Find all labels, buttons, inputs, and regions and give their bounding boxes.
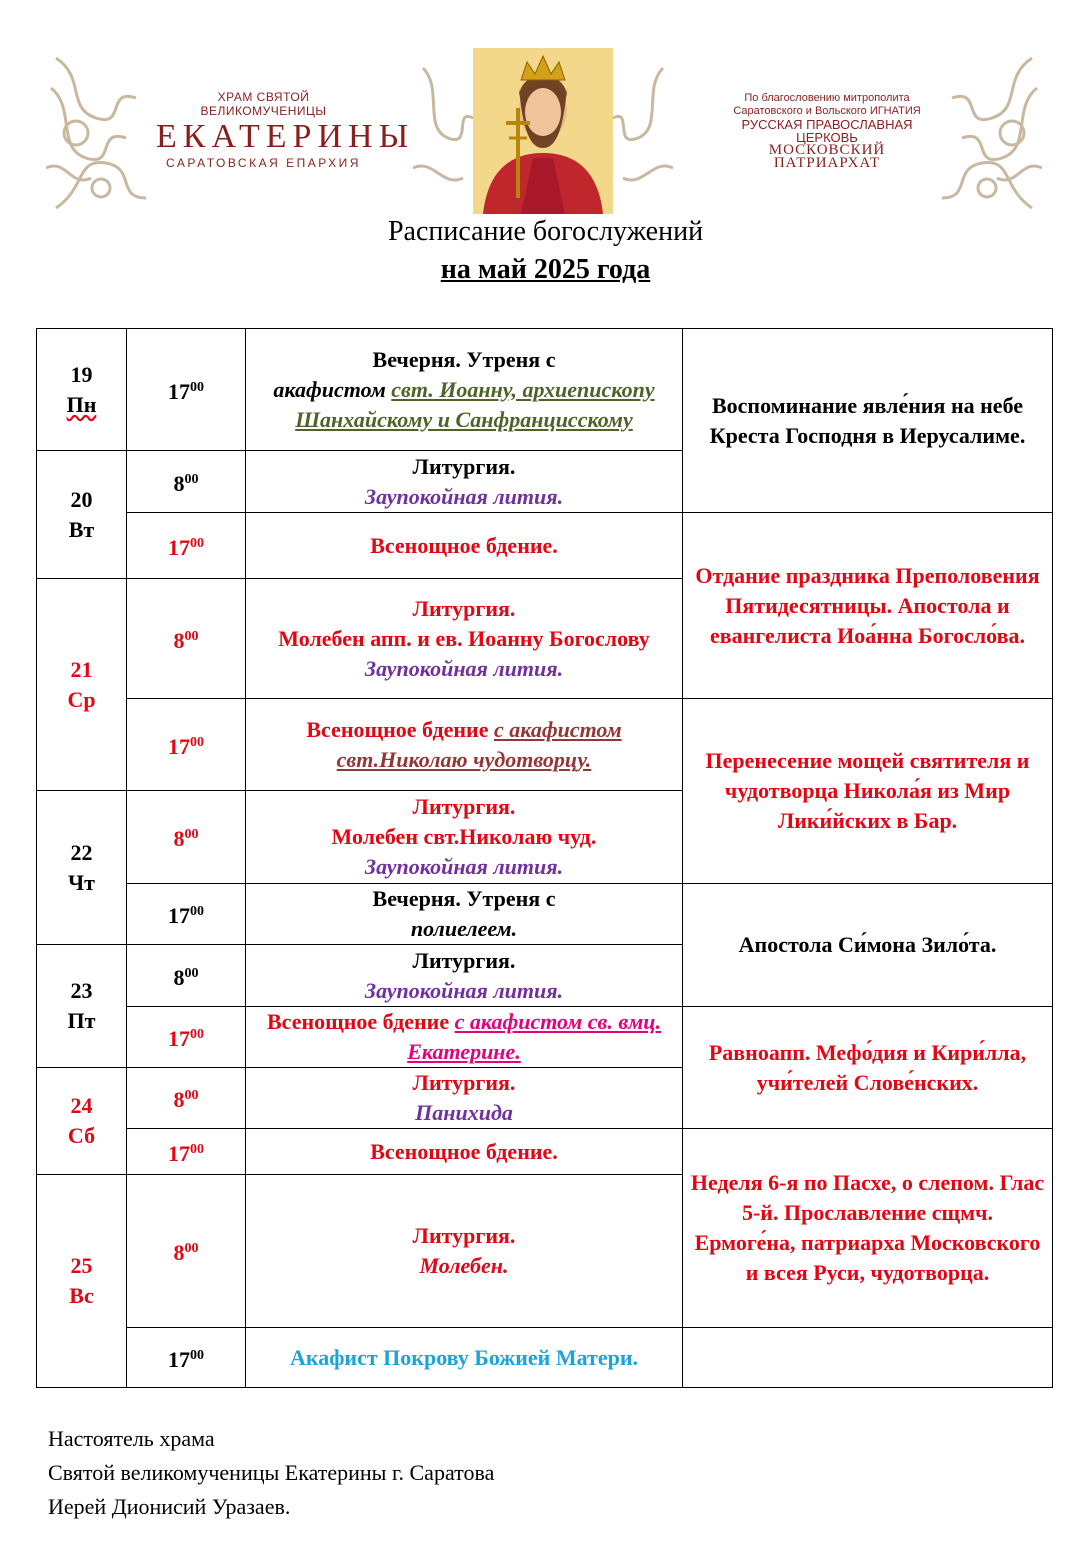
- page-subtitle-text: на май 2025 года: [440, 254, 651, 285]
- feast-cell-empty: [683, 1328, 1053, 1388]
- header-banner: [46, 48, 1042, 214]
- feast-cell: Воспоминание явле́ния на небе Креста Господня в Иерусалиме.: [683, 329, 1053, 513]
- service-line: Заупокойная лития.: [364, 854, 564, 879]
- service-line: Заупокойная лития.: [364, 655, 564, 681]
- hour: 8: [173, 964, 185, 990]
- hour: 17: [168, 903, 190, 928]
- service-line: Молебен.: [419, 1253, 509, 1278]
- time-cell: [127, 1129, 246, 1175]
- service-line: Заупокойная лития.: [364, 483, 564, 509]
- minutes: 00: [190, 379, 204, 395]
- hour: 17: [168, 378, 190, 404]
- service-line: Вечерня. Утреня с: [372, 346, 556, 372]
- service-cell: [246, 451, 683, 513]
- page-title: Расписание богослужений: [387, 216, 704, 247]
- service-line: Литургия.: [412, 947, 516, 973]
- feast-cell: Перенесение мощей святителя и чудотворца Никола́я из Мир Лики́йских в Бар.: [683, 699, 1053, 884]
- service-line: Всенощное бдение: [266, 1009, 450, 1034]
- minutes: 00: [184, 628, 199, 644]
- hour: 8: [173, 627, 185, 653]
- day-cell-20: [37, 451, 127, 579]
- service-cell: [246, 1007, 683, 1068]
- time-cell: [127, 1175, 246, 1328]
- service-line: Молебен свт.Николаю чуд.: [331, 824, 597, 849]
- table-row: [37, 1328, 1053, 1388]
- hour: 17: [168, 1026, 190, 1051]
- service-cell: [246, 579, 683, 699]
- day-cell-21: [37, 579, 127, 791]
- feast-cell: Отдание праздника Преполовения Пятидесятницы. Апостола и евангелиста Иоа́нна Богосло́ва.: [683, 513, 1053, 699]
- table-row: [37, 884, 1053, 945]
- service-cell: Всенощное бдение.: [246, 513, 683, 579]
- minutes: 00: [184, 471, 199, 487]
- day-cell-25: [37, 1175, 127, 1388]
- time-cell: [127, 1068, 246, 1129]
- header-left-line1: ХРАМ СВЯТОЙ ВЕЛИКОМУЧЕНИЦЫ: [200, 90, 327, 118]
- table-row: [37, 513, 1053, 579]
- service-line: Заупокойная лития.: [364, 977, 564, 1003]
- header-left-line3: САРАТОВСКАЯ ЕПАРХИЯ: [166, 156, 361, 170]
- day-cell-23: [37, 945, 127, 1068]
- service-line: полиелеем.: [410, 916, 518, 941]
- service-line: с акафистом свт.Николаю чудотворцу.: [336, 716, 622, 772]
- hour: 8: [173, 1240, 185, 1265]
- time-cell: [127, 699, 246, 791]
- time-cell: [127, 579, 246, 699]
- service-line: Литургия.: [412, 595, 516, 621]
- service-line: Литургия.: [412, 1070, 516, 1095]
- service-line: Вечерня. Утреня с: [372, 886, 556, 911]
- time-cell: [127, 451, 246, 513]
- service-line: акафистом: [273, 376, 386, 402]
- weekday: Ср: [67, 686, 96, 712]
- day-number: 21: [70, 656, 93, 682]
- service-line: Литургия.: [412, 794, 516, 819]
- service-cell: [246, 884, 683, 945]
- header-left-line2: ЕКАТЕРИНЫ: [156, 118, 415, 155]
- minutes: 00: [190, 1141, 204, 1157]
- footer-line3: Иерей Дионисий Уразаев.: [48, 1494, 291, 1519]
- header-right-text: [722, 92, 932, 170]
- day-number: 25: [70, 1253, 93, 1278]
- day-cell-19: [37, 329, 127, 451]
- footer-line1: Настоятель храма: [48, 1426, 215, 1451]
- service-line: Литургия.: [412, 1223, 516, 1248]
- table-row: [37, 329, 1053, 451]
- feast-cell: Равноапп. Мефо́дия и Кири́лла, учи́телей Слове́нских.: [683, 1007, 1053, 1129]
- service-cell: [246, 1175, 683, 1328]
- hour: 8: [173, 826, 185, 851]
- day-number: 20: [70, 486, 93, 512]
- time-cell: [127, 329, 246, 451]
- page-subtitle: [0, 254, 1091, 286]
- minutes: 00: [184, 827, 199, 842]
- hour: 8: [173, 470, 185, 496]
- minutes: 00: [190, 535, 204, 551]
- weekday: Пт: [67, 1008, 96, 1033]
- weekday: Вт: [68, 516, 95, 542]
- weekday: Сб: [67, 1123, 96, 1148]
- minutes: 00: [190, 904, 204, 919]
- minutes: 00: [190, 1347, 204, 1363]
- header-right-line1: По благословению митрополита: [744, 92, 910, 104]
- table-row: [37, 1007, 1053, 1068]
- minutes: 00: [184, 965, 199, 981]
- hour: 17: [168, 733, 190, 759]
- weekday: Чт: [68, 869, 95, 895]
- service-cell: Акафист Покрову Божией Матери.: [246, 1328, 683, 1388]
- table-row: [37, 1129, 1053, 1175]
- time-cell: [127, 884, 246, 945]
- minutes: 00: [190, 734, 204, 750]
- day-number: 23: [70, 978, 93, 1003]
- time-cell: [127, 513, 246, 579]
- service-line: Литургия.: [412, 453, 516, 479]
- feast-cell: Неделя 6-я по Пасхе, о слепом. Глас 5-й. Прославление сщмч. Ермоге́на, патриарха Московского и всея Руси, чудотворца.: [683, 1129, 1053, 1328]
- service-line: свт. Иоанну, архиепископу Шанхайскому и Санфранцисскому: [295, 376, 655, 432]
- feast-cell: Апостола Си́мона Зило́та.: [683, 884, 1053, 1007]
- time-cell: [127, 1007, 246, 1068]
- weekday: Пн: [66, 391, 97, 417]
- header-right-line3: РУССКАЯ ПРАВОСЛАВНАЯ ЦЕРКОВЬ: [741, 117, 913, 145]
- minutes: 00: [190, 1027, 204, 1042]
- saint-icon: [403, 48, 683, 214]
- day-number: 19: [70, 361, 93, 387]
- day-cell-22: [37, 791, 127, 945]
- signature-block: [48, 1422, 494, 1524]
- service-line: Панихида: [415, 1100, 513, 1125]
- time-cell: [127, 791, 246, 884]
- hour: 17: [168, 1346, 190, 1372]
- minutes: 00: [184, 1088, 199, 1103]
- schedule-table: [36, 328, 1053, 1388]
- service-line: с акафистом св. вмц. Екатерине.: [407, 1009, 662, 1064]
- hour: 17: [168, 534, 190, 560]
- minutes: 00: [184, 1241, 199, 1256]
- table-row: [37, 699, 1053, 791]
- header-right-line2: Саратовского и Вольского ИГНАТИЯ: [733, 105, 921, 117]
- day-number: 22: [70, 839, 93, 865]
- service-line: Молебен апп. и ев. Иоанну Богослову: [278, 625, 650, 651]
- hour: 8: [173, 1087, 185, 1112]
- service-line: Всенощное бдение: [306, 716, 489, 742]
- hour: 17: [168, 1140, 190, 1166]
- time-cell: [127, 945, 246, 1007]
- header-left-text: [156, 90, 415, 170]
- service-cell: [246, 699, 683, 791]
- day-cell-24: [37, 1068, 127, 1175]
- header-right-line4: МОСКОВСКИЙ ПАТРИАРХАТ: [768, 142, 886, 171]
- service-cell: [246, 945, 683, 1007]
- footer-line2: Святой великомученицы Екатерины г. Саратова: [48, 1460, 495, 1485]
- service-cell: Всенощное бдение.: [246, 1129, 683, 1175]
- time-cell: [127, 1328, 246, 1388]
- service-cell: [246, 791, 683, 884]
- service-cell: [246, 329, 683, 451]
- service-cell: [246, 1068, 683, 1129]
- day-number: 24: [70, 1093, 93, 1118]
- weekday: Вс: [69, 1283, 94, 1308]
